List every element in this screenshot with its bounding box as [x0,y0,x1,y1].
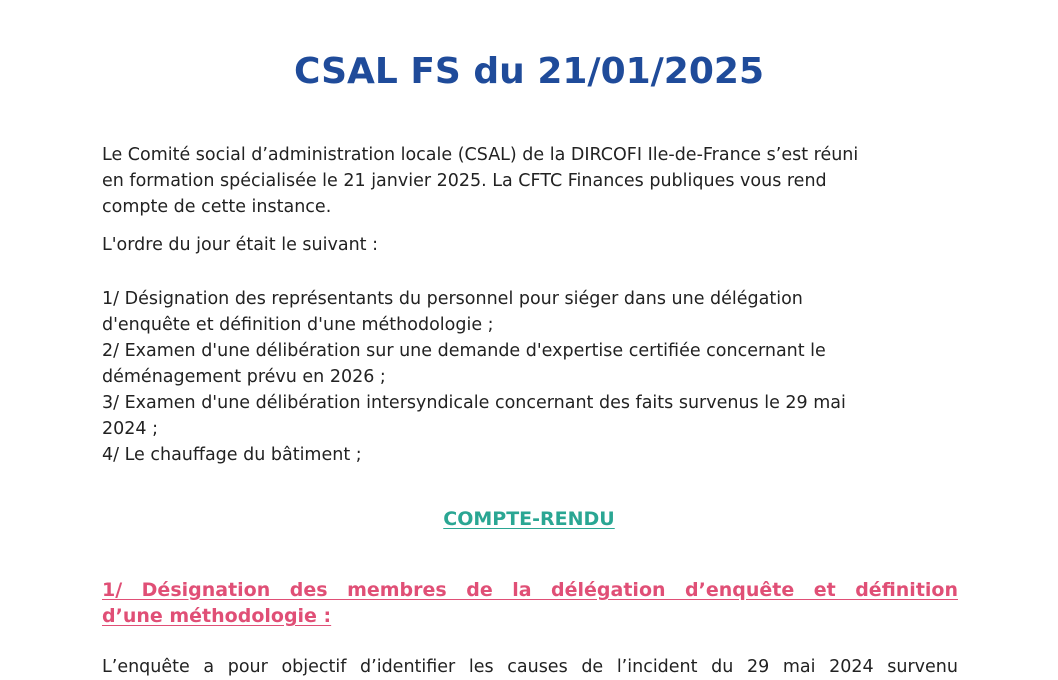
agenda-line: 1/ Désignation des représentants du personnel pour siéger dans une délégation [102,289,803,309]
agenda-line: 2024 ; [102,419,158,439]
agenda-line: d'enquête et définition d'une méthodologie ; [102,315,494,335]
item1-heading [102,577,958,629]
agenda-line: déménagement prévu en 2026 ; [102,367,386,387]
intro-line: en formation spécialisée le 21 janvier 2025. La CFTC Finances publiques vous rend [102,171,827,191]
intro-line: Le Comité social d’administration locale (CSAL) de la DIRCOFI Ile-de-France s’est réuni [102,145,859,165]
item1-paragraph: L’enquête a pour objectif d’identifier les causes de l’incident du 29 mai 2024 survenu [102,657,958,677]
agenda-intro: L'ordre du jour était le suivant : [102,235,378,255]
item1-heading-line: d’une méthodologie : [102,605,332,627]
agenda-list [102,286,962,468]
section-title-compte-rendu: COMPTE-RENDU [443,508,615,530]
agenda-line: 3/ Examen d'une délibération intersyndicale concernant des faits survenus le 29 mai [102,393,846,413]
item1-heading-line: 1/ Désignation des membres de la délégation d’enquête et définition [102,579,958,601]
intro-paragraph [102,142,962,220]
agenda-line: 2/ Examen d'une délibération sur une demande d'expertise certifiée concernant le [102,341,826,361]
agenda-line: 4/ Le chauffage du bâtiment ; [102,445,362,465]
intro-line: compte de cette instance. [102,197,332,217]
document-title: CSAL FS du 21/01/2025 [293,51,765,92]
